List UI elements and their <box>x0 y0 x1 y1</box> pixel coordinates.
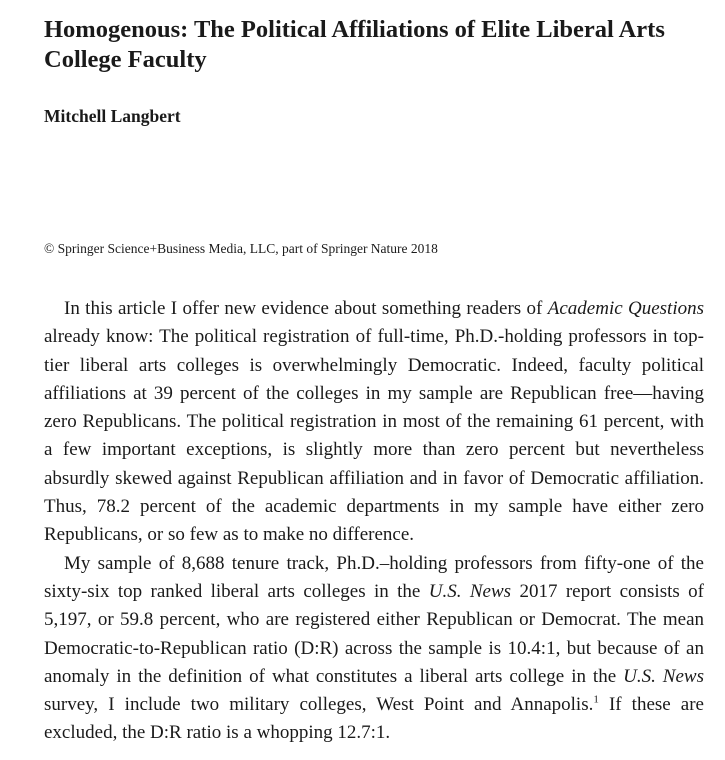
source-name-1: U.S. News <box>428 580 512 602</box>
journal-name: Academic Questions <box>547 298 705 319</box>
source-name-2: U.S. News <box>623 665 704 687</box>
paragraph-1-text-b: already know: The political registration of full-time, Ph.D.-holding professors in top-tier liberal arts colleges is overwhelmingly Democratic. Indeed, faculty political affiliations at 39 percent of the colleges in my sample are Republican free—having zero Republicans. The political registration in most of the remaining 61 percent, with a few important exceptions, is slightly more than zero percent but nevertheless absurdly skewed against Republican affiliation and in favor of Democratic affiliation. Thus, 78.2 percent of the academic departments in my sample have either zero Republicans, or so few as to make no difference. <box>44 326 704 546</box>
article-title: Homogenous: The Political Affiliations of Elite Liberal Arts College Faculty <box>44 16 665 73</box>
copyright-notice: © Springer Science+Business Media, LLC, part of Springer Nature 2018 <box>44 241 438 256</box>
article-body <box>44 295 704 748</box>
paragraph-2-text-a: My sample of 8,688 tenure track, Ph.D.–holding professors from fifty-one of the sixty-six top ranked liberal arts colleges in the <box>44 552 704 602</box>
author-name: Mitchell Langbert <box>44 106 181 126</box>
footnote-marker[interactable]: 1 <box>593 693 599 706</box>
paragraph-1-text-a: In this article I offer new evidence about something readers of <box>64 298 548 319</box>
paragraph-1 <box>44 295 704 550</box>
paragraph-2-text-c: survey, I include two military colleges, West Point and Annapolis. <box>44 694 594 716</box>
paragraph-2-text-b: 2017 report consists of 5,197, or 59.8 percent, who are registered either Republican or Democrat. The mean Democratic-to-Republican ratio (D:R) across the sample is 10.4:1, but because of an anomaly in the definition of what constitutes a liberal arts college in the <box>44 580 704 687</box>
paragraph-2-text-d: If these are excluded, the D:R ratio is a whopping 12.7:1. <box>44 694 704 744</box>
paragraph-2 <box>44 550 704 748</box>
